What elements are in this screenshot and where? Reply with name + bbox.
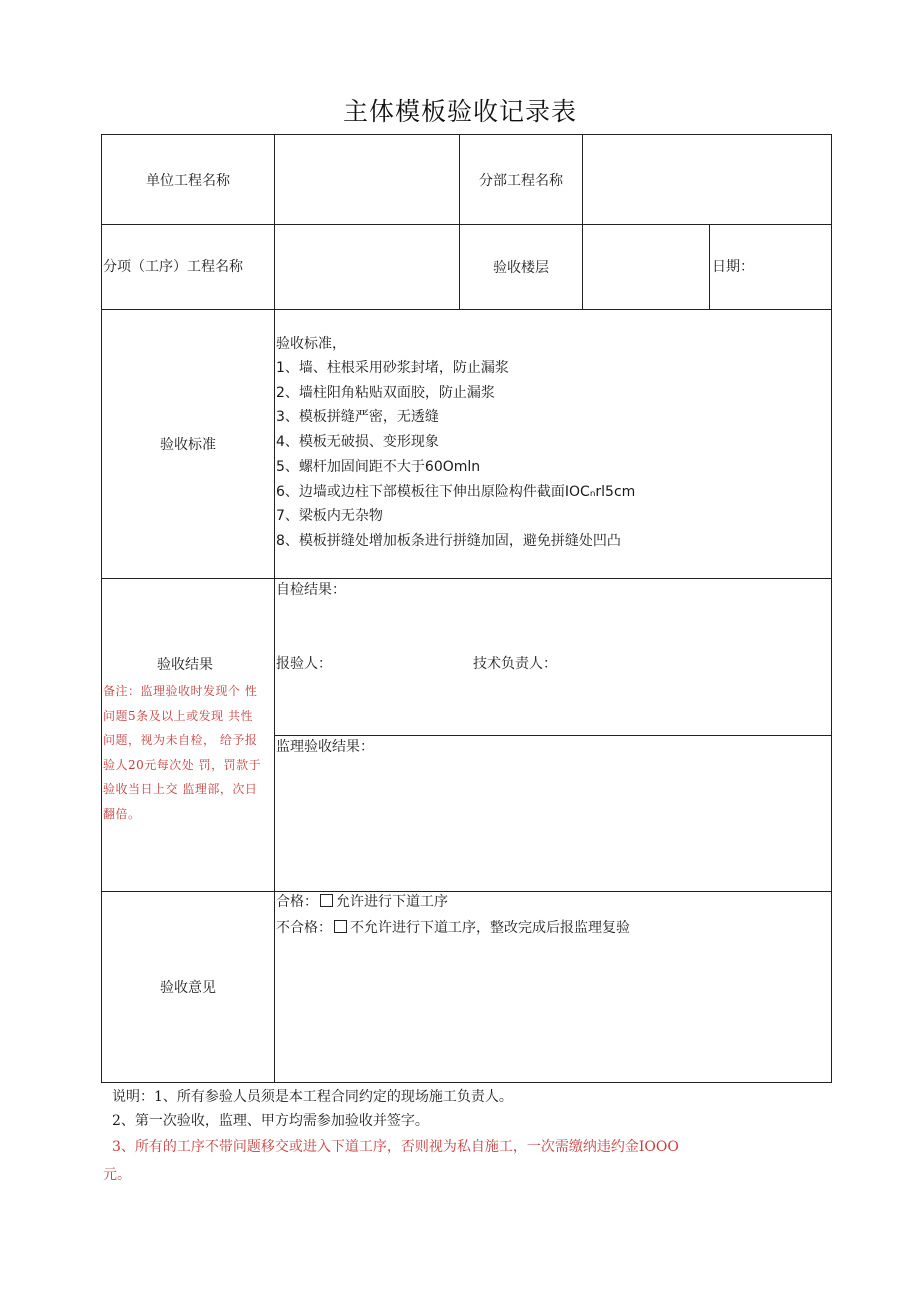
date-label: 日期：: [712, 259, 754, 275]
floor-label: 验收楼层: [493, 260, 549, 276]
standard-item: 6、边墙或边柱下部模板往下伸出原险构件截面IOCₙrl5cm: [276, 484, 636, 500]
floor-value[interactable]: [583, 225, 709, 309]
standard-item: 8、模板拼缝处增加板条进行拼缝加固，避免拼缝处凹凸: [276, 533, 621, 549]
footer-note-4: 元。: [103, 1167, 131, 1183]
self-check-label: 自检结果：: [276, 582, 346, 598]
results-label: 验收结果: [157, 657, 213, 673]
reporter-label: 报验人：: [276, 656, 332, 672]
standards-label: 验收标准: [160, 437, 216, 453]
page-title: 主体模板验收记录表: [342, 97, 577, 126]
pass-checkbox[interactable]: [320, 894, 333, 907]
tech-lead-label: 技术负责人：: [473, 656, 557, 672]
item-project-value[interactable]: [275, 225, 459, 309]
standard-item: 3、模板拼缝严密，无透缝: [276, 409, 439, 425]
opinion-label: 验收意见: [160, 980, 216, 996]
unit-project-label: 单位工程名称: [146, 172, 230, 189]
pass-option[interactable]: 合格： 允许进行下道工序: [276, 894, 448, 910]
footer-note-3: 3、所有的工序不带问题移交或进入下道工序，否则视为私自施工，一次需缴纳违约金IOOO: [112, 1139, 679, 1155]
item-project-label: 分项（工序）工程名称: [103, 259, 243, 275]
sub-project-label: 分部工程名称: [479, 172, 563, 189]
standard-item: 7、梁板内无杂物: [276, 508, 383, 524]
footer-note-2: 2、第一次验收，监理、甲方均需参加验收并签字。: [112, 1113, 429, 1129]
standards-heading: 验收标准，: [276, 336, 346, 352]
unit-project-value[interactable]: [275, 135, 459, 224]
penalty-note: 备注：监理验收时发现个 性 问题5条及以上或发现 共性 问题，视为未自检， 给予报 验人20元每次处 罚，罚款于 验收当日上交 监理部，次日 翻倍。: [103, 684, 262, 821]
standard-item: 5、螺杆加固间距不大于60Omln: [276, 459, 481, 475]
supervisor-result-label: 监理验收结果：: [276, 739, 374, 755]
standard-item: 2、墙柱阳角粘贴双面胶，防止漏浆: [276, 385, 495, 401]
sub-project-value[interactable]: [583, 135, 831, 224]
fail-option[interactable]: 不合格： 不允许进行下道工序，整改完成后报监理复验: [276, 920, 630, 936]
fail-checkbox[interactable]: [334, 920, 347, 933]
standard-item: 4、模板无破损、变形现象: [276, 434, 439, 450]
footer-note-1: 说明：1、所有参验人员须是本工程合同约定的现场施工负责人。: [112, 1089, 513, 1105]
standard-item: 1、墙、柱根采用砂浆封堵，防止漏浆: [276, 360, 509, 376]
